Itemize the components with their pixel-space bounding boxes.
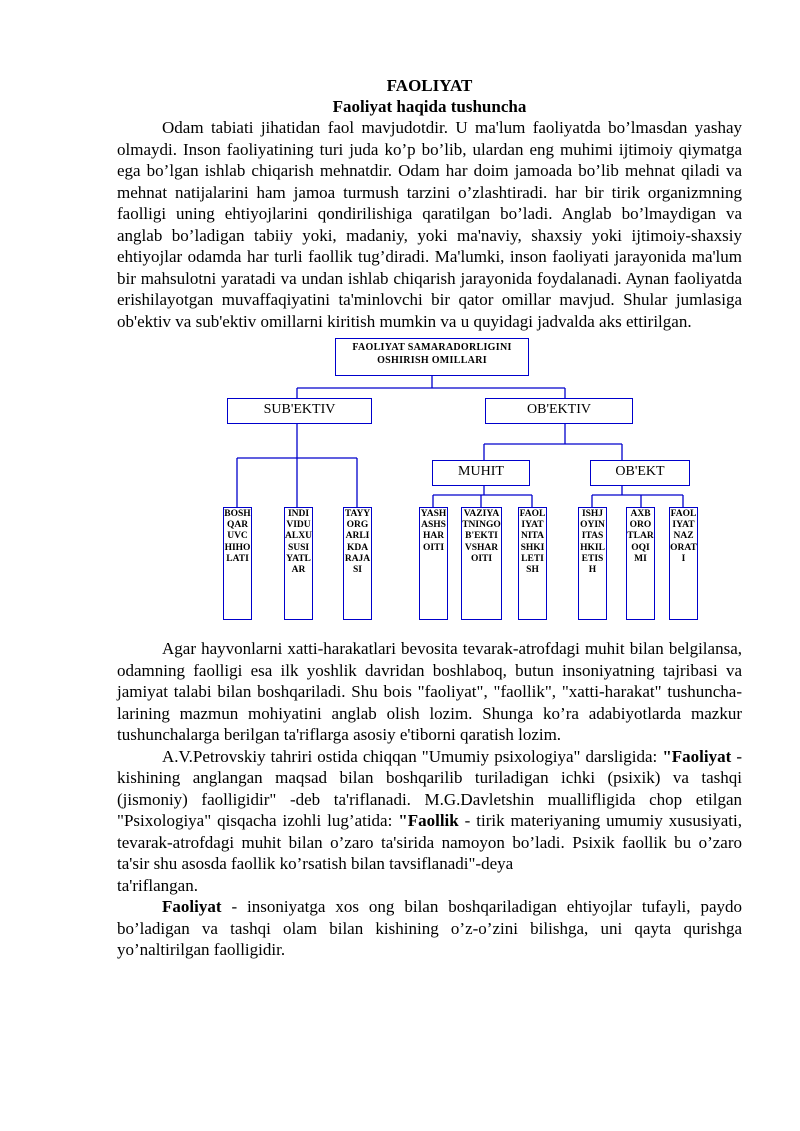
final-definition-paragraph: [117, 896, 742, 961]
leaf-workplace-organization: ISHJOYINITASHKILETISH: [578, 507, 607, 620]
leaf-objective-situation: VAZIYATNINGOB'EKTIVSHAROITI: [461, 507, 502, 620]
leaf-preparedness-level: TAYYORGARLIKDARAJASI: [343, 507, 372, 620]
leaf-manager-state: BOSHQARUVCHIHOLATI: [223, 507, 252, 620]
document-title: FAOLIYAT: [386, 76, 473, 95]
leaf-activity-control: FAOLIYATNAZORATI: [669, 507, 698, 620]
root-factors-box: [335, 338, 529, 376]
leaf-activity-organization: FAOLIYATNITASHKILETISH: [518, 507, 547, 620]
leaf-living-conditions: YASHASHSHAROITI: [419, 507, 448, 620]
subjective-box: SUB'EKTIV: [227, 398, 372, 424]
term-faollik-quote: "Faollik: [398, 811, 459, 830]
leaf-information-flow: AXBOROTLAROQIMI: [626, 507, 655, 620]
environment-box: MUHIT: [432, 460, 530, 486]
term-faoliyat-quote: "Faoliyat: [662, 746, 732, 766]
root-label-line1: FAOLIYAT SAMARADORLIGINI: [352, 342, 512, 353]
final-definition-text: - insoniyatga xos ong bilan boshqariladigan ehtiyojlar tufayli, paydo bo’ladigan va tashqi olam bilan kishining o’z-o’zini bilishga, uni qayta qurishga yo’naltirilgan faolligidir.: [117, 897, 742, 959]
root-label-line2: OSHIRISH OMILLARI: [377, 355, 487, 366]
behavior-paragraph: Agar hayvonlarni xatti-harakatlari bevosita tevarak-atrofdagi muhit bilan belgilansa, odamning faolligi esa ilk yoshlik davridan boshlaboq, butun insoniyatning tajribasi va jamiyat talabi bilan boshqariladi. Shu bois "faoliyat", "faollik", "xatti-harakat" tushuncha-larining mazmun mohiyatini anglab olish lozim. Shunga ko’ra adabiyotlarda mazkur tushunchalarga berilgan ta'riflarga asosiy e'tiborni qaratish lozim.: [117, 639, 742, 744]
document-page: [117, 76, 742, 961]
intro-paragraph: Odam tabiati jihatidan faol mavjudotdir. U ma'lum faoliyatda bo’lmasdan yashay olmaydi. Inson faoliyatining turi juda ko’p bo’lib, ulardan eng muhimi ijtimoiy qiymatga ega bo’lgan ishlab chiqarish mehnatdir. Odam har doim jamoada bo’lib mehnat qiladi va mehnat natijalarini ham jamoa turmush tarzini o’zlashtiradi. har bir tirik organizmning faolligi uning ehtiyojlarini qondirilishiga qaratilgan bo’ladi. Anglab bo’lmaydigan va anglab bo’ladigan tabiiy yoki, madaniy, yoki ma'naviy, shaxsiy yoki ijtimoiy-shaxsiy ehtiyojlar odamda har turli faollik tug’diradi. Ma'lumki, inson faoliyati jarayonida ma'lum bir mahsulotni yaratadi va undan ishlab chiqarish jarayonida foydalanadi. Aynan faoliyatda erishilayotgan muvaffaqiyatini ta'minlovchi bir qator omillar mavjud. Shular jumlasiga ob'ektiv va sub'ektiv omillarni kiritish mumkin va u quyidagi jadvalda aks ettirilgan.: [117, 118, 742, 331]
definitions-paragraph: [117, 746, 742, 875]
definitions-tail: ta'riflangan.: [117, 875, 198, 895]
factors-diagram: [117, 334, 742, 628]
object-box: OB'EKT: [590, 460, 690, 486]
petrovskiy-intro: A.V.Petrovskiy tahriri ostida chiqqan "Umumiy psixologiya" darsligida:: [162, 746, 658, 766]
leaf-individual-traits: INDIVIDUALXUSUSIYATLAR: [284, 507, 313, 620]
definition-faoliyat: - kishining anglangan maqsad bilan boshqarilib turiladigan ichki (psixik) va tashqi (jismoniy) faolligidir" -deb ta'riflanadi. M.G.Davletshin muallifligida chop etilgan "Psixologiya" qisqacha izohli lug’atida:: [117, 746, 742, 830]
definition-faollik: - tirik materiyaning umumiy xususiyati, tevarak-atrofdagi muhit bilan o’zaro ta'sirida namoyon bo’ladi. Psixik faollik bu o’zaro ta'sir shu asosda faollik ko’rsatish bilan tavsiflanadi"-deya: [117, 811, 742, 873]
term-faoliyat: Faoliyat: [162, 897, 222, 916]
document-subtitle: Faoliyat haqida tushuncha: [332, 97, 527, 116]
objective-box: OB'EKTIV: [485, 398, 633, 424]
